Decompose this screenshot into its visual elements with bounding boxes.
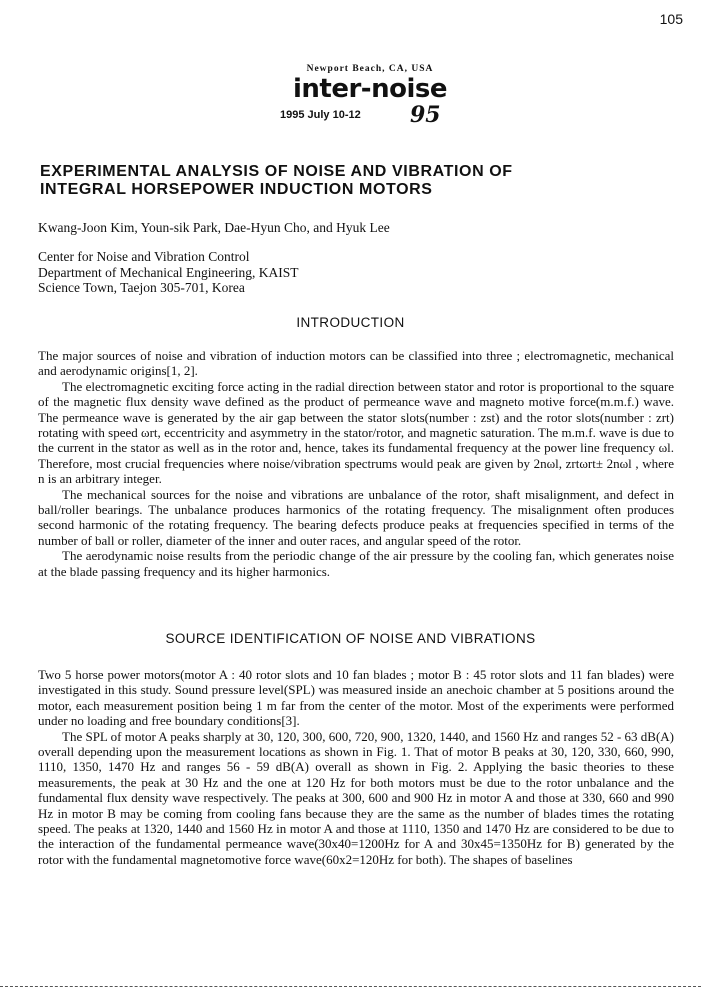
intro-heading: INTRODUCTION [296, 315, 405, 330]
source-paragraph: Two 5 horse power motors(motor A : 40 rotor slots and 10 fan blades ; motor B : 45 rotor slots and 11 fan blades) were investigated in this study. Sound pressure level(SPL) was measured inside an anechoic chamber at 5 positions around the motor, each measurement position being 1 m far from the center of the motor. Most of the experiments were performed under no loading and free boundary conditions[3]. [38, 667, 674, 729]
affiliation-line-1: Center for Noise and Vibration Control [38, 249, 250, 264]
affiliation-line-2: Department of Mechanical Engineering, KAIST [38, 264, 299, 280]
page-number: 105 [659, 11, 683, 27]
source-identification-heading: SOURCE IDENTIFICATION OF NOISE AND VIBRATIONS [165, 631, 536, 646]
paper-title [40, 163, 680, 199]
affiliation [38, 249, 299, 296]
paper-title-line-2: INTEGRAL HORSEPOWER INDUCTION MOTORS [40, 181, 433, 198]
conference-year: 95 [410, 102, 441, 128]
footer-rule [0, 986, 701, 987]
intro-paragraph: The mechanical sources for the noise and vibrations are unbalance of the rotor, shaft misalignment, and defect in ball/roller bearings. The unbalance produces harmonics of the rotating frequency. The misalignment often produces second harmonic of the rotating frequency. The bearing defects produce peaks at frequencies specified in terms of the number of ball or roller, diameter of the inner and outer races, and angular speed of the rotor. [38, 486, 674, 548]
intro-body [38, 348, 674, 579]
conference-dates-block [270, 104, 470, 126]
conference-logo: inter-noise [293, 74, 447, 104]
paper-title-line-1: EXPERIMENTAL ANALYSIS OF NOISE AND VIBRATION OF [40, 163, 513, 180]
author-list: Kwang-Joon Kim, Youn-sik Park, Dae-Hyun Cho, and Hyuk Lee [38, 220, 390, 235]
conference-dates: 1995 July 10-12 [280, 109, 361, 121]
source-identification-body [38, 667, 674, 867]
affiliation-line-3: Science Town, Taejon 305-701, Korea [38, 280, 245, 295]
source-paragraph: The SPL of motor A peaks sharply at 30, 120, 300, 600, 720, 900, 1320, 1440, and 1560 Hz and ranges 52 - 63 dB(A) overall depending upon the measurement locations as shown in Fig. 1. That of motor B peaks at 30, 120, 330, 660, 990, 1110, 1350, 1470 Hz and ranges 56 - 59 dB(A) overall as shown in Fig. 2. Applying the basic theories to these measurements, the peak at 30 Hz and the one at 120 Hz for both motors must be due to the rotor unbalance and the fundamental flux density wave respectively. The peaks at 300, 600 and 900 Hz in motor A and those at 330, 660 and 990 Hz in motor B may be coming from cooling fans because they are the same as the number of blades times the rotating speed. The peaks at 1320, 1440 and 1560 Hz in motor A and those at 1110, 1350 and 1470 Hz are considered to be due to the interaction of the fundamental permeance wave(30x40=1200Hz for A and 30x45=1350Hz for B) generated by the rotor with the fundamental magnetomotive force wave(60x2=120Hz for both). The shapes of baselines [38, 728, 674, 867]
intro-paragraph: The electromagnetic exciting force acting in the radial direction between stator and rotor is proportional to the square of the magnetic flux density wave defined as the product of permeance wave and magneto motive force(m.m.f.) wave. The permeance wave is generated by the air gap between the stator slots(number : zst) and the rotor slots(number : zrt) rotating with speed ωrt, eccentricity and asymmetry in the stator/rotor, and magnetic saturation. The m.m.f. wave is due to the current in the stator as well as in the rotor and, hence, takes its fundamental frequency at the power line frequency ωl. Therefore, most crucial frequencies where noise/vibration spectrums would peak are given by 2nωl, zrtωrt± 2nωl , where n is an arbitrary integer. [38, 378, 674, 487]
conference-location: Newport Beach, CA, USA [306, 64, 434, 74]
intro-paragraph: The aerodynamic noise results from the periodic change of the air pressure by the cooling fan, which generates noise at the blade passing frequency and its higher harmonics. [38, 548, 674, 579]
conference-masthead [270, 64, 470, 126]
intro-paragraph: The major sources of noise and vibration of induction motors can be classified into three ; electromagnetic, mechanical and aerodynamic origins[1, 2]. [38, 348, 674, 379]
